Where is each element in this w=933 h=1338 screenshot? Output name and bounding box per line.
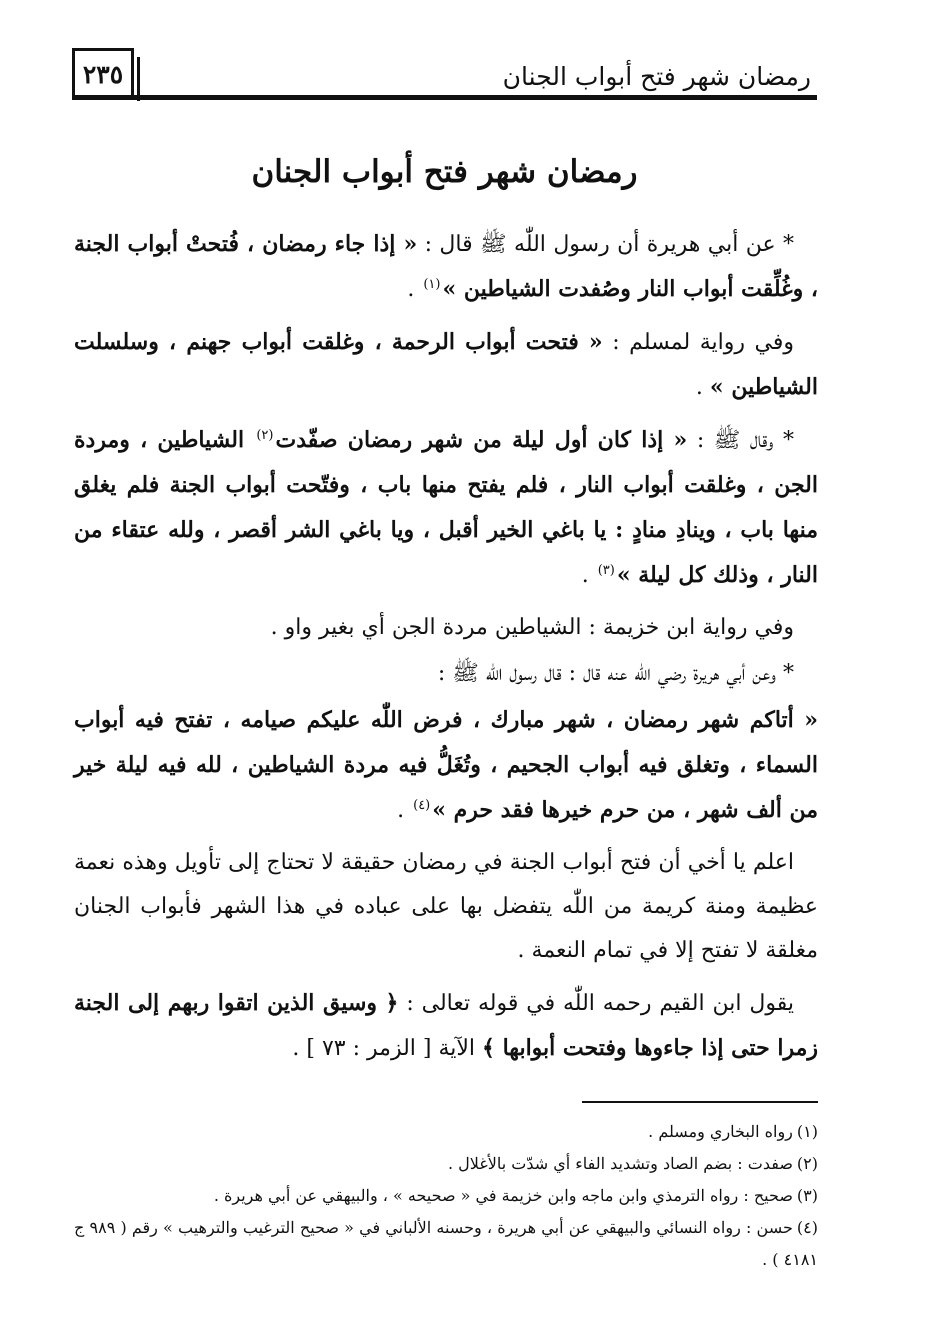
paragraph-ibn-qayyim — [74, 981, 818, 1071]
body-text — [74, 222, 818, 1079]
footnote-number: (٢) — [796, 1154, 818, 1173]
running-header — [72, 48, 817, 100]
hadith-1-text: « إذا جاء رمضان ، فُتحتْ أبواب الجنة ، وغُلِّقت أبواب النار وصُفدت الشياطين » — [74, 231, 818, 302]
hadith-2-text-b: الشياطين ، ومردة الجن ، وغلقت أبواب النار ، فلم يفتح منها باب ، وفتّحت أبواب الجنة فلم يغلق منها باب ، وينادِ منادٍ : يا باغي الخير أقبل ، ويا باغي الشر أقصر ، ولله عتقاء من النار ، وذلك كل ليلة » — [74, 427, 818, 588]
footnote-item — [74, 1180, 818, 1212]
footnote-separator — [582, 1101, 818, 1103]
footnote-item — [74, 1212, 818, 1276]
ibn-qayyim-end: الآية [ الزمر : ٧٣ ] . — [292, 1036, 483, 1061]
footnote-text: صفدت : بضم الصاد وتشديد الفاء أي شدّت بالأغلال . — [448, 1154, 793, 1173]
paragraph-hadith-3 — [74, 698, 818, 833]
footnote-ref-3: (٣) — [597, 562, 615, 578]
footnote-item — [74, 1148, 818, 1180]
footnotes — [74, 1116, 818, 1276]
footnote-ref-1: (١) — [423, 276, 441, 292]
paragraph-muslim-narration — [74, 320, 818, 410]
paragraph-explanation: اعلم يا أخي أن فتح أبواب الجنة في رمضان حقيقة لا تحتاج إلى تأويل وهذه نعمة عظيمة ومنة كريمة من اللّٰه يتفضل بها على عباده في هذا الشهر فأبواب الجنان مغلقة لا تفتح إلا في تمام النعمة . — [74, 850, 818, 963]
footnote-number: (٤) — [796, 1218, 818, 1237]
hadith-3-text: « أتاكم شهر رمضان ، شهر مبارك ، فرض اللّٰه عليكم صيامه ، تفتح فيه أبواب السماء ، وتغلق فيه أبواب الجحيم ، وتُغَلُّ فيه مردة الشياطين ، لله فيه ليلة خير من ألف شهر ، من حرم خيرها فقد حرم » — [74, 707, 818, 823]
muslim-narration-text: « فتحت أبواب الرحمة ، وغلقت أبواب جهنم ، وسلسلت الشياطين » — [74, 329, 818, 400]
paragraph-hadith-3-intro: * وعن أبي هريرة رضي اللّٰه عنه قال : قال رسول اللّٰه ﷺ : — [437, 661, 794, 686]
footnote-ref-4: (٤) — [413, 797, 431, 813]
footnote-number: (٣) — [796, 1186, 818, 1205]
hadith-1-end: . — [407, 277, 422, 302]
hadith-2-intro: * وقال ﷺ : — [687, 428, 794, 453]
running-header-title: رمضان شهر فتح أبواب الجنان — [502, 62, 811, 91]
footnote-ref-2: (٢) — [256, 427, 274, 443]
footnote-text: رواه البخاري ومسلم . — [648, 1122, 793, 1141]
footnote-item — [74, 1116, 818, 1148]
footnote-number: (١) — [796, 1122, 818, 1141]
muslim-narration-end: . — [695, 375, 710, 400]
ibn-qayyim-intro: يقول ابن القيم رحمه اللّٰه في قوله تعالى : — [398, 991, 794, 1016]
paragraph-hadith-1 — [74, 222, 818, 312]
quran-verse: ﴿ وسيق الذين اتقوا ربهم إلى الجنة زمرا حتى إذا جاءوها وفتحت أبوابها ﴾ — [74, 990, 818, 1061]
hadith-1-intro: * عن أبي هريرة أن رسول اللّٰه ﷺ قال : — [417, 232, 794, 257]
chapter-title: رمضان شهر فتح أبواب الجنان — [251, 154, 638, 190]
paragraph-hadith-2 — [74, 418, 818, 598]
muslim-narration-intro: وفي رواية لمسلم : — [602, 330, 794, 355]
hadith-2-text-a: « إذا كان أول ليلة من شهر رمضان صفّدت — [275, 427, 688, 453]
hadith-2-end: . — [581, 563, 596, 588]
hadith-3-end: . — [397, 798, 412, 823]
footnote-text: حسن : رواه النسائي والبيهقي عن أبي هريرة ، وحسنه الألباني في « صحيح الترغيب والترهيب » رقم ( ٩٨٩ ج ٤١٨١ ) . — [74, 1218, 818, 1269]
footnote-text: صحيح : رواه الترمذي وابن ماجه وابن خزيمة في « صحيحه » ، والبيهقي عن أبي هريرة . — [213, 1186, 793, 1205]
page-number: ٢٣٥ — [72, 48, 134, 98]
paragraph-ibn-khuzayma: وفي رواية ابن خزيمة : الشياطين مردة الجن أي بغير واو . — [270, 615, 794, 640]
